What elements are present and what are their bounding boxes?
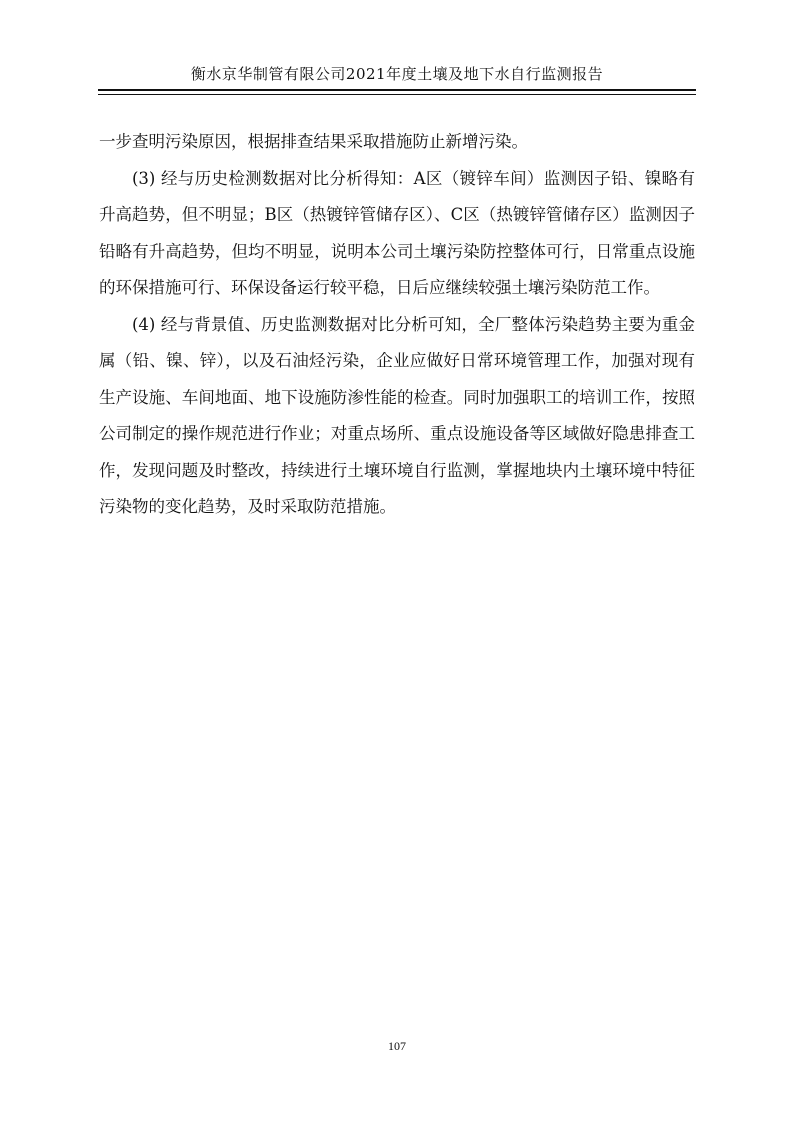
page-number: 107: [388, 1039, 406, 1053]
paragraph-item-4: (4) 经与背景值、历史监测数据对比分析可知，全厂整体污染趋势主要为重金属（铅、镍、锌），以及石油烃污染，企业应做好日常环境管理工作，加强对现有生产设施、车间地面、地下设施防渗性能的检查。同时加强职工的培训工作，按照公司制定的操作规范进行作业；对重点场所、重点设施设备等区域做好隐患排查工作，发现问题及时整改，持续进行土壤环境自行监测，掌握地块内土壤环境中特征污染物的变化趋势，及时采取防范措施。: [99, 314, 695, 516]
body-text: [99, 124, 695, 526]
paragraph-continuation: 一步查明污染原因，根据排查结果采取措施防止新增污染。: [99, 132, 528, 151]
page-header-title: 衡水京华制管有限公司2021年度土壤及地下水自行监测报告: [190, 65, 604, 83]
header-rule-thick: [98, 89, 696, 91]
header-rule-thin: [98, 94, 696, 95]
paragraph-item-3: (3) 经与历史检测数据对比分析得知：A区（镀锌车间）监测因子铅、镍略有升高趋势，但不明显；B区（热镀锌管储存区）、C区（热镀锌管储存区）监测因子铅略有升高趋势，但均不明显，说明本公司土壤污染防控整体可行，日常重点设施的环保措施可行、环保设备运行较平稳，日后应继续较强土壤污染防范工作。: [99, 168, 695, 297]
